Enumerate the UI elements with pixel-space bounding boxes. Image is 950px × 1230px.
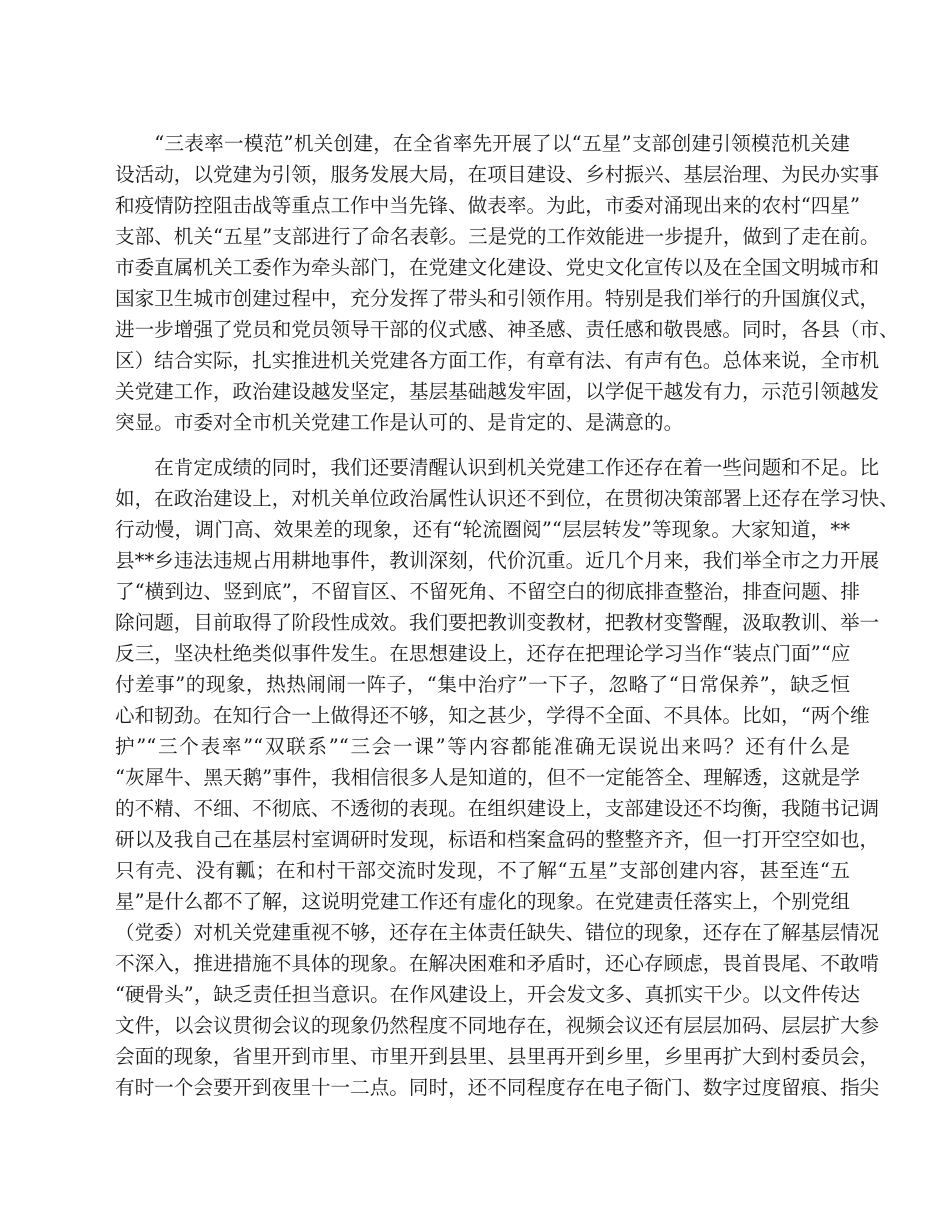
- text-line: 心和韧劲。在知行合一上做得还不够，知之甚少，学得不全面、不具体。比如，“两个维: [115, 704, 870, 727]
- text-line: 不深入，推进措施不具体的现象。在解决困难和矛盾时，还心存顾虑，畏首畏尾、不敢啃: [115, 952, 880, 975]
- text-line: 会面的现象，省里开到市里、市里开到县里、县里再开到乡里，乡里再扩大到村委员会，: [115, 1045, 880, 1068]
- text-line: 设活动，以党建为引领，服务发展大局，在项目建设、乡村振兴、基层治理、为民办实事: [115, 163, 880, 186]
- text-line: 星”是什么都不了解，这说明党建工作还有虚化的现象。在党建责任落实上，个别党组: [115, 890, 850, 913]
- text-line: 反三，坚决杜绝类似事件发生。在思想建设上，还存在把理论学习当作“装点门面”“应: [115, 642, 851, 665]
- text-line: 的不精、不细、不彻底、不透彻的表现。在组织建设上，支部建设还不均衡，我随书记调: [115, 797, 880, 820]
- text-line: 突显。市委对全市机关党建工作是认可的、是肯定的、是满意的。: [115, 411, 684, 434]
- text-line: （党委）对机关党建重视不够，还存在主体责任缺失、错位的现象，还存在了解基层情况: [115, 921, 880, 944]
- text-line: 国家卫生城市创建过程中，充分发挥了带头和引领作用。特别是我们举行的升国旗仪式，: [115, 287, 880, 310]
- paragraph-gap: [115, 438, 850, 452]
- text-line: “灰犀牛、黑天鹅”事件，我相信很多人是知道的，但不一定能答全、理解透，这就是学: [115, 766, 861, 789]
- text-line: 除问题，目前取得了阶段性成效。我们要把教训变教材，把教材变警醒，汲取教训、举一: [115, 611, 880, 634]
- text-line: 县**乡违法违规占用耕地事件，教训深刻，代价沉重。近几个月来，我们举全市之力开展: [115, 549, 880, 572]
- text-line: 和疫情防控阻击战等重点工作中当先锋、做表率。为此，市委对涌现出来的农村“四星”: [115, 194, 861, 217]
- text-line: 护”“三个表率”“双联系”“三会一课”等内容都能准确无误说出来吗？还有什么是: [115, 735, 850, 758]
- paragraph-2: [115, 452, 899, 1103]
- text-line: 关党建工作，政治建设越发坚定，基层基础越发牢固，以学促干越发有力，示范引领越发: [115, 380, 880, 403]
- text-line: 区）结合实际，扎实推进机关党建各方面工作，有章有法、有声有色。总体来说，全市机: [115, 349, 880, 372]
- paragraph-1: [115, 128, 899, 438]
- text-line: 行动慢，调门高、效果差的现象，还有“轮流圈阅”“层层转发”等现象。大家知道，**: [115, 518, 850, 541]
- text-line: 如，在政治建设上，对机关单位政治属性认识还不到位，在贯彻决策部署上还存在学习快、: [115, 487, 899, 510]
- text-line: “三表率一模范”机关创建，在全省率先开展了以“五星”支部创建引领模范机关建: [154, 132, 850, 155]
- text-line: 了“横到边、竖到底”，不留盲区、不留死角、不留空白的彻底排查整治，排查问题、排: [115, 580, 861, 603]
- text-line: 文件，以会议贯彻会议的现象仍然程度不同地存在，视频会议还有层层加码、层层扩大参: [115, 1014, 880, 1037]
- text-line: 付差事”的现象，热热闹闹一阵子，“集中治疗”一下子，忽略了“日常保养”，缺乏恒: [115, 673, 850, 696]
- text-line: 市委直属机关工委作为牵头部门，在党建文化建设、党史文化宣传以及在全国文明城市和: [115, 256, 880, 279]
- document-body: [115, 128, 899, 1103]
- text-line: “硬骨头”，缺乏责任担当意识。在作风建设上，开会发文多、真抓实干少。以文件传达: [115, 983, 861, 1006]
- text-line: 研以及我自己在基层村室调研时发现，标语和档案盒码的整整齐齐，但一打开空空如也，: [115, 828, 880, 851]
- text-line: 支部、机关“五星”支部进行了命名表彰。三是党的工作效能进一步提升，做到了走在前。: [115, 225, 880, 248]
- text-line: 只有壳、没有瓤；在和村干部交流时发现，不了解“五星”支部创建内容，甚至连“五: [115, 859, 850, 882]
- text-line: 有时一个会要开到夜里十一二点。同时，还不同程度存在电子衙门、数字过度留痕、指尖: [115, 1076, 880, 1099]
- text-line: 在肯定成绩的同时，我们还要清醒认识到机关党建工作还存在着一些问题和不足。比: [154, 456, 880, 479]
- text-line: 进一步增强了党员和党员领导干部的仪式感、神圣感、责任感和敬畏感。同时，各县（市、: [115, 318, 899, 341]
